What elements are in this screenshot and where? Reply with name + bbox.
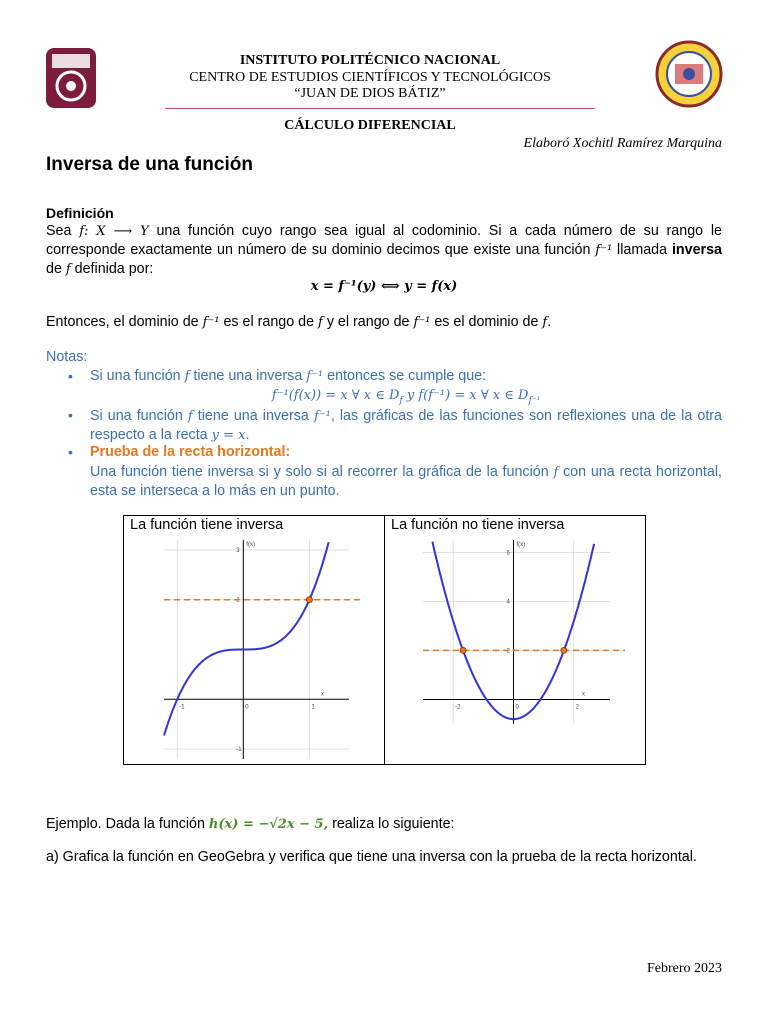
page-title: Inversa de una función	[46, 154, 253, 175]
x-axis-label: x	[582, 691, 585, 698]
note-3-heading: Prueba de la recta horizontal:	[90, 444, 291, 460]
x-tick-label: 0	[245, 704, 249, 711]
chart-panel-inverse	[123, 515, 385, 765]
intersection-point	[460, 647, 466, 653]
x-tick-label: -1	[179, 704, 185, 711]
note-3-text: Una función tiene inversa si y solo si al recorrer la gráfica de la función f con una recta horizontal, esta se interseca a lo más en un punto.	[90, 464, 723, 499]
institution-name: INSTITUTO POLITÉCNICO NACIONAL	[239, 53, 501, 68]
bullet-dot: •	[68, 368, 73, 384]
domain-line: Entonces, el dominio de f⁻¹ es el rango de f y el rango de f⁻¹ es el dominio de f.	[46, 314, 552, 330]
y-tick-label: 3	[236, 547, 240, 554]
y-tick-label: 6	[506, 550, 510, 557]
bullet-dot: •	[68, 444, 73, 460]
chart-inverse	[124, 534, 384, 764]
example-item-a: a) Grafica la función en GeoGebra y verifica que tiene una inversa con la prueba de la recta horizontal.	[46, 849, 697, 865]
chart-panel-no-inverse	[384, 515, 646, 765]
y-tick-label: 2	[506, 648, 510, 655]
header-divider	[165, 108, 595, 109]
x-tick-label: 0	[515, 704, 519, 711]
bullet-dot: •	[68, 407, 73, 423]
note-2: Si una función f tiene una inversa f⁻¹, las gráficas de las funciones son reflexiones una de la otra respecto a la recta y = x.	[90, 408, 722, 443]
ipn-logo	[44, 44, 98, 112]
chart-title: La función no tiene inversa	[391, 517, 565, 533]
y-axis-label: f(x)	[516, 542, 526, 548]
x-tick-label: 2	[575, 704, 580, 711]
y-axis-label: f(x)	[246, 542, 255, 548]
y-tick-label: 4	[506, 599, 510, 606]
note-1-formula: f⁻¹(f(x)) = x ∀ x ∈ $D_f$ y f(f⁻¹) = x ∀ x ∈ $D_{f^{-1}}$	[271, 388, 541, 407]
x-tick-label: -2	[455, 704, 461, 711]
school-name: “JUAN DE DIOS BÁTIZ”	[294, 86, 446, 101]
x-axis-label: x	[321, 691, 324, 698]
definition-formula: x = f⁻¹(y) ⟺ y = f(x)	[310, 279, 458, 294]
definition-text: Sea f: X ⟶ Y una función cuyo rango sea igual al codominio. Si a cada número de su rango le corresponde exactamente un número de su dominio decimos que existe una función f⁻¹ llamada inversa de f definida por:	[46, 223, 723, 277]
notes-heading: Notas:	[46, 349, 88, 365]
definition-heading: Definición	[46, 205, 114, 221]
chart-no-inverse	[385, 534, 645, 764]
course-name: CÁLCULO DIFERENCIAL	[284, 118, 456, 133]
y-tick-label: 2	[236, 597, 240, 604]
footer-date: Febrero 2023	[646, 961, 722, 976]
cecyt-logo	[655, 40, 723, 108]
example-line: Ejemplo. Dada la función h(x) = −√2x − 5, realiza lo siguiente:	[46, 816, 455, 832]
note-1: Si una función f tiene una inversa f⁻¹ entonces se cumple que:	[90, 368, 487, 384]
center-name: CENTRO DE ESTUDIOS CIENTÍFICOS Y TECNOLÓGICOS	[189, 70, 551, 85]
y-tick-label: -1	[236, 747, 242, 754]
chart-title: La función tiene inversa	[130, 517, 284, 533]
author: Elaboró Xochitl Ramírez Marquina	[523, 136, 722, 151]
intersection-point	[561, 647, 567, 653]
intersection-point	[306, 597, 312, 603]
x-tick-label: 1	[311, 704, 315, 711]
